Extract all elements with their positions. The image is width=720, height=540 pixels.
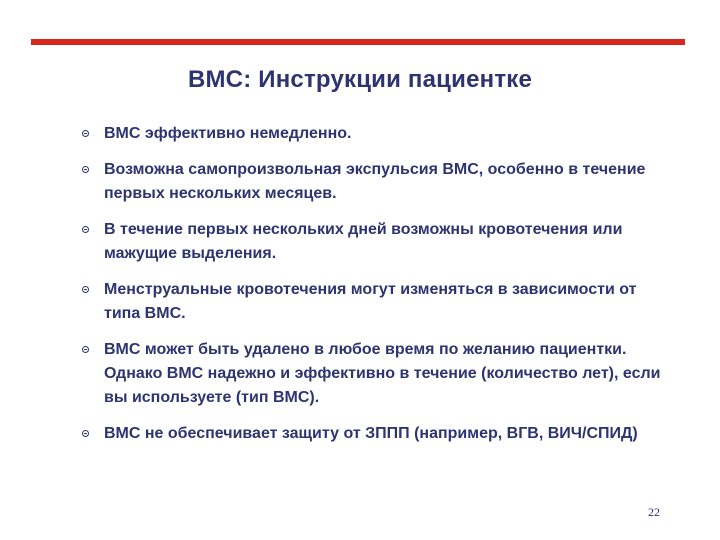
page-number: 22 — [648, 505, 660, 519]
list-item — [82, 158, 662, 206]
bullet-icon — [82, 226, 89, 233]
bullet-text: ВМС не обеспечивает защиту от ЗППП (например, ВГВ, ВИЧ/СПИД) — [104, 425, 638, 442]
top-accent-bar — [31, 39, 685, 45]
slide-title: ВМС: Инструкции пациентке — [187, 66, 533, 93]
bullet-icon — [82, 286, 89, 293]
bullet-text: Менструальные кровотечения могут изменяться в зависимости от типа ВМС. — [104, 281, 637, 322]
list-item — [82, 218, 662, 266]
bullet-icon — [82, 166, 89, 173]
list-item — [82, 338, 662, 410]
list-item — [82, 122, 662, 146]
bullet-list — [82, 122, 662, 458]
bullet-text: В течение первых нескольких дней возможны кровотечения или мажущие выделения. — [104, 221, 623, 262]
bullet-text: ВМС может быть удалено в любое время по желанию пациентки. Однако ВМС надежно и эффективно в течение (количество лет), если вы используете (тип ВМС). — [104, 341, 661, 406]
list-item — [82, 278, 662, 326]
bullet-icon — [82, 130, 89, 137]
bullet-text: ВМС эффективно немедленно. — [104, 125, 352, 142]
bullet-icon — [82, 430, 89, 437]
bullet-text: Возможна самопроизвольная экспульсия ВМС, особенно в течение первых нескольких месяцев. — [104, 161, 646, 202]
bullet-icon — [82, 346, 89, 353]
list-item — [82, 422, 662, 446]
